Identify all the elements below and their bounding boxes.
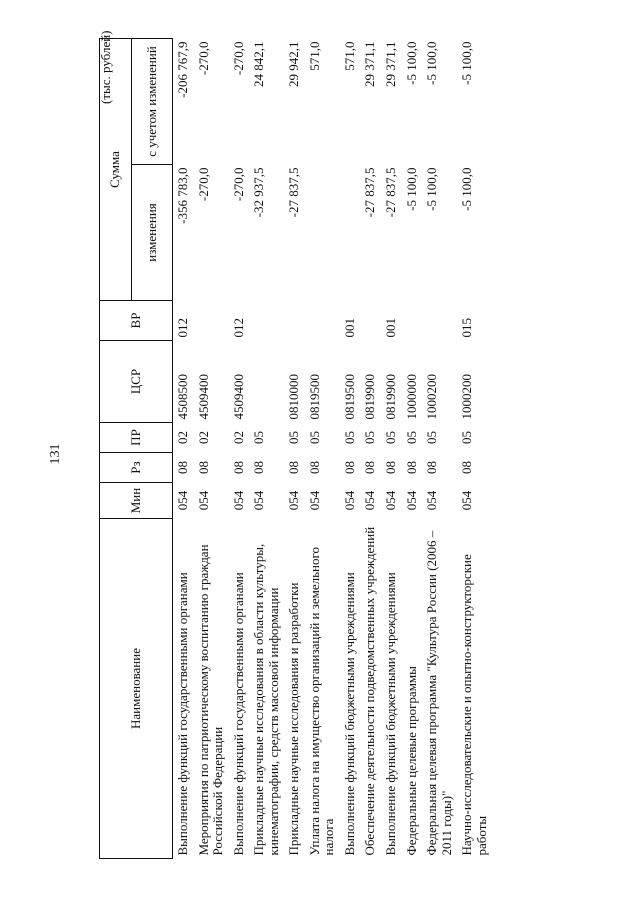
row-name: Выполнение функций бюджетными учреждениями [383,572,399,856]
row-csr: 0810000 [286,374,302,420]
row-csr [249,341,284,423]
row-pr: 02 [230,431,246,444]
row-csr: 0819500 [306,374,322,420]
row-total: -5 100,0 [459,41,475,85]
row-min: 054 [403,490,419,511]
row-change: -27 837,5 [383,167,399,218]
row-change: -5 100,0 [459,167,475,211]
row-total: -206 767,9 [175,41,190,98]
header-sum: Сумма [100,39,132,301]
table-row [422,39,457,859]
row-pr: 02 [195,431,211,444]
row-total: -270,0 [195,41,211,76]
units-label: (тыс. рублей) [98,30,113,104]
row-total: 24 842,1 [251,41,267,87]
row-pr: 05 [459,431,475,444]
table-body [173,39,493,859]
row-min: 054 [383,490,399,511]
row-rz: 08 [459,461,475,474]
row-name: Уплата налога на имущество организаций и земельного налога [306,546,337,856]
row-min: 054 [175,490,190,511]
table-row [381,39,402,859]
header-csr: ЦСР [100,341,173,423]
header-name: Наименование [100,519,173,859]
table-row [173,39,194,859]
row-pr: 05 [424,431,440,444]
row-total: 571,0 [341,41,357,71]
row-csr: 4509400 [230,374,246,420]
row-change: -5 100,0 [403,167,419,211]
row-change: -32 937,5 [251,167,267,218]
header-vr: ВР [100,301,173,341]
row-vr [422,301,457,341]
table-row [457,39,492,859]
table-header [98,30,173,859]
row-rz: 08 [230,461,246,474]
table-row [402,39,423,859]
row-vr [249,301,284,341]
page-number: 131 [48,443,63,465]
budget-table [98,30,492,859]
row-change: -270,0 [195,167,211,202]
row-min: 054 [251,490,267,511]
row-min: 054 [306,490,322,511]
row-name: Обеспечение деятельности подведомственных учреждений [362,526,378,856]
row-pr: 05 [251,431,267,444]
row-min: 054 [230,490,246,511]
row-pr: 05 [383,431,399,444]
row-pr: 02 [175,431,190,444]
row-rz: 08 [383,461,399,474]
row-total: -5 100,0 [403,41,419,85]
row-total: 29 942,1 [286,41,302,87]
row-pr: 05 [286,431,302,444]
row-csr: 1000000 [403,374,419,420]
row-vr [194,301,229,341]
row-name: Выполнение функций бюджетными учреждениями [341,572,357,856]
row-pr: 05 [306,431,322,444]
header-change: изменения [132,165,173,301]
row-rz: 08 [306,461,322,474]
row-name: Федеральная целевая программа "Культура России (2006 – 2011 годы)" [424,530,454,856]
row-vr [305,301,340,341]
row-min: 054 [286,490,302,511]
table-row [284,39,305,859]
row-change: -270,0 [230,167,246,202]
row-csr: 4509400 [195,374,211,420]
row-vr: 015 [459,318,475,338]
table-row [249,39,284,859]
header-pr: ПР [100,423,173,453]
row-name: Выполнение функций государственными органами [175,572,190,856]
row-min: 054 [459,490,475,511]
row-change: -5 100,0 [424,167,440,211]
row-name: Прикладные научные исследования и разработки [286,582,302,856]
row-rz: 08 [175,461,190,474]
row-name: Мероприятия по патриотическому воспитанию граждан Российской Федерации [195,544,226,856]
row-rz: 08 [251,461,267,474]
row-rz: 08 [362,461,378,474]
row-vr: 001 [341,318,357,338]
row-pr: 05 [403,431,419,444]
row-vr: 012 [230,318,246,338]
row-change: -356 783,0 [175,167,190,224]
row-change: -27 837,5 [286,167,302,218]
row-rz: 08 [403,461,419,474]
row-pr: 05 [341,431,357,444]
row-rz: 08 [286,461,302,474]
row-vr [284,301,305,341]
row-csr: 0819500 [341,374,357,420]
row-min: 054 [341,490,357,511]
row-rz: 08 [195,461,211,474]
row-name: Научно-исследовательские и опытно-конструкторские работы [459,554,489,856]
row-total: 571,0 [306,41,322,71]
row-total: -5 100,0 [424,41,440,85]
row-rz: 08 [341,461,357,474]
row-name: Федеральные целевые программы [403,666,419,856]
row-vr [402,301,423,341]
row-csr: 1000200 [424,374,440,420]
header-min: Мин [100,483,173,519]
table-row [305,39,340,859]
header-rz: Рз [100,453,173,483]
row-change: -27 837,5 [362,167,378,218]
row-vr: 012 [175,318,190,338]
row-pr: 05 [362,431,378,444]
row-min: 054 [195,490,211,511]
row-total: 29 371,1 [383,41,399,87]
row-change [305,165,340,301]
rotated-table-region [98,30,569,859]
row-rz: 08 [424,461,440,474]
row-csr: 1000200 [459,374,475,420]
row-name: Прикладные научные исследования в области культуры, кинематографии, средств массовой информации [251,543,281,856]
table-row [194,39,229,859]
table-row [229,39,250,859]
row-total: 29 371,1 [362,41,378,87]
row-name: Выполнение функций государственными органами [230,572,246,856]
row-min: 054 [362,490,378,511]
row-vr: 001 [383,318,399,338]
table-row [360,39,381,859]
row-min: 054 [424,490,440,511]
row-change [340,165,361,301]
table-row [340,39,361,859]
row-vr [360,301,381,341]
row-csr: 4508500 [175,374,190,420]
row-csr: 0819900 [383,374,399,420]
header-with-change: с учетом изменений [132,39,173,165]
row-total: -270,0 [230,41,246,76]
row-csr: 0819900 [362,374,378,420]
